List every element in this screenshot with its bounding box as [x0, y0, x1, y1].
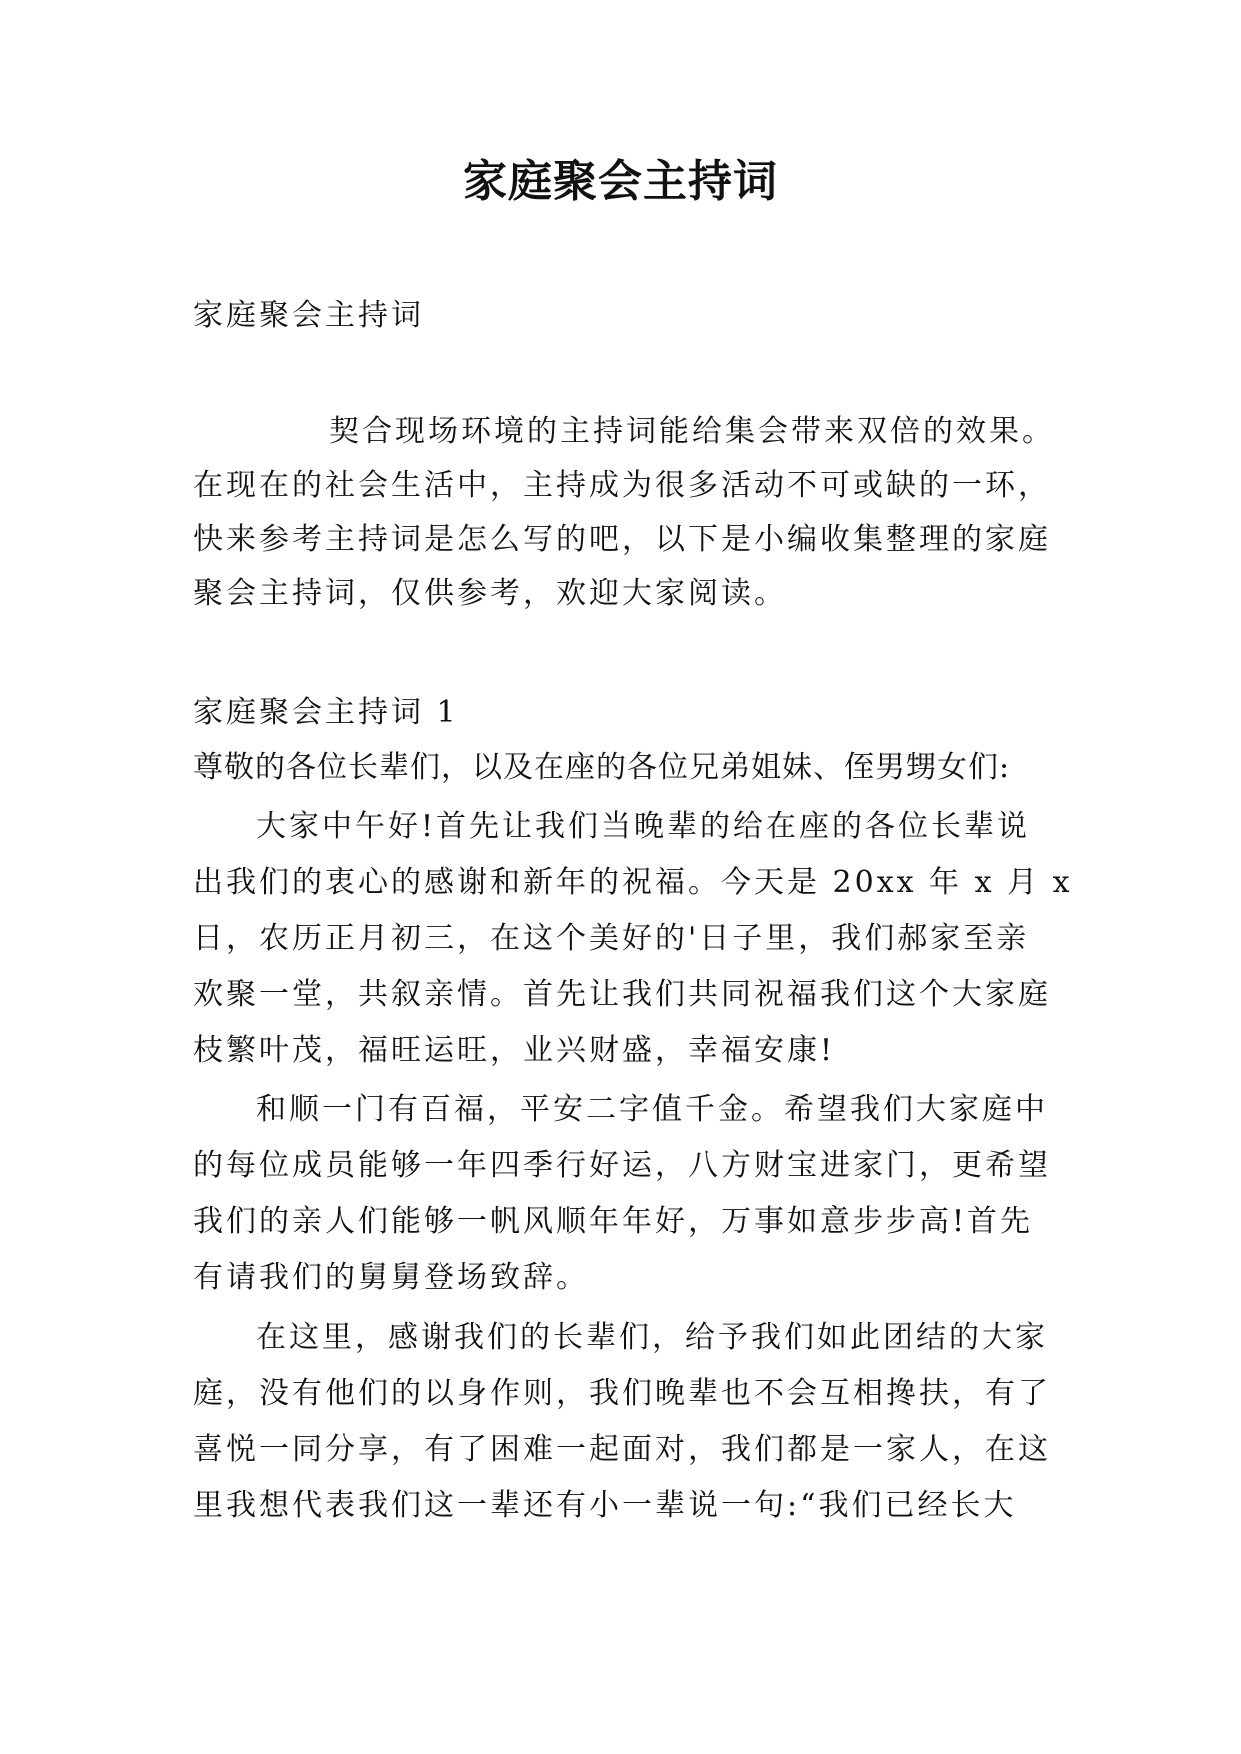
paragraph-2-line: 有请我们的舅舅登场致辞。	[193, 1260, 589, 1295]
paragraph-1-line: 大家中午好!首先让我们当晚辈的给在座的各位长辈说	[256, 809, 1031, 844]
paragraph-3-line: 在这里，感谢我们的长辈们，给予我们如此团结的大家	[256, 1320, 1048, 1355]
document-title: 家庭聚会主持词	[463, 156, 778, 207]
paragraph-2-line: 和顺一门有百福，平安二字值千金。希望我们大家庭中	[256, 1092, 1048, 1127]
paragraph-1-line: 欢聚一堂，共叙亲情。首先让我们共同祝福我们这个大家庭	[193, 977, 1051, 1012]
intro-line: 快来参考主持词是怎么写的吧，以下是小编收集整理的家庭	[193, 522, 1051, 557]
intro-line: 在现在的社会生活中，主持成为很多活动不可或缺的一环，	[193, 468, 1051, 503]
paragraph-1-line: 日，农历正月初三，在这个美好的'日子里，我们郝家至亲	[193, 921, 1030, 956]
paragraph-2-line: 我们的亲人们能够一帆风顺年年好，万事如意步步高!首先	[193, 1204, 1034, 1239]
paragraph-2-line: 的每位成员能够一年四季行好运，八方财宝进家门，更希望	[193, 1148, 1051, 1183]
paragraph-3-line: 庭，没有他们的以身作则，我们晚辈也不会互相搀扶，有了	[193, 1376, 1051, 1411]
paragraph-3-line: 喜悦一同分享，有了困难一起面对，我们都是一家人，在这	[193, 1432, 1051, 1467]
paragraph-1-line: 出我们的衷心的感谢和新年的祝福。今天是 20xx 年 x 月 x	[193, 865, 1073, 900]
paragraph-3-line: 里我想代表我们这一辈还有小一辈说一句:“我们已经长大	[193, 1488, 1017, 1523]
section-heading: 家庭聚会主持词 1	[193, 695, 459, 730]
intro-line: 契合现场环境的主持词能给集会带来双倍的效果。	[329, 414, 1055, 449]
salutation: 尊敬的各位长辈们，以及在座的各位兄弟姐妹、侄男甥女们:	[193, 750, 1011, 785]
document-subtitle: 家庭聚会主持词	[193, 298, 424, 333]
intro-line: 聚会主持词，仅供参考，欢迎大家阅读。	[193, 576, 787, 611]
paragraph-1-line: 枝繁叶茂，福旺运旺，业兴财盛，幸福安康!	[193, 1033, 836, 1068]
